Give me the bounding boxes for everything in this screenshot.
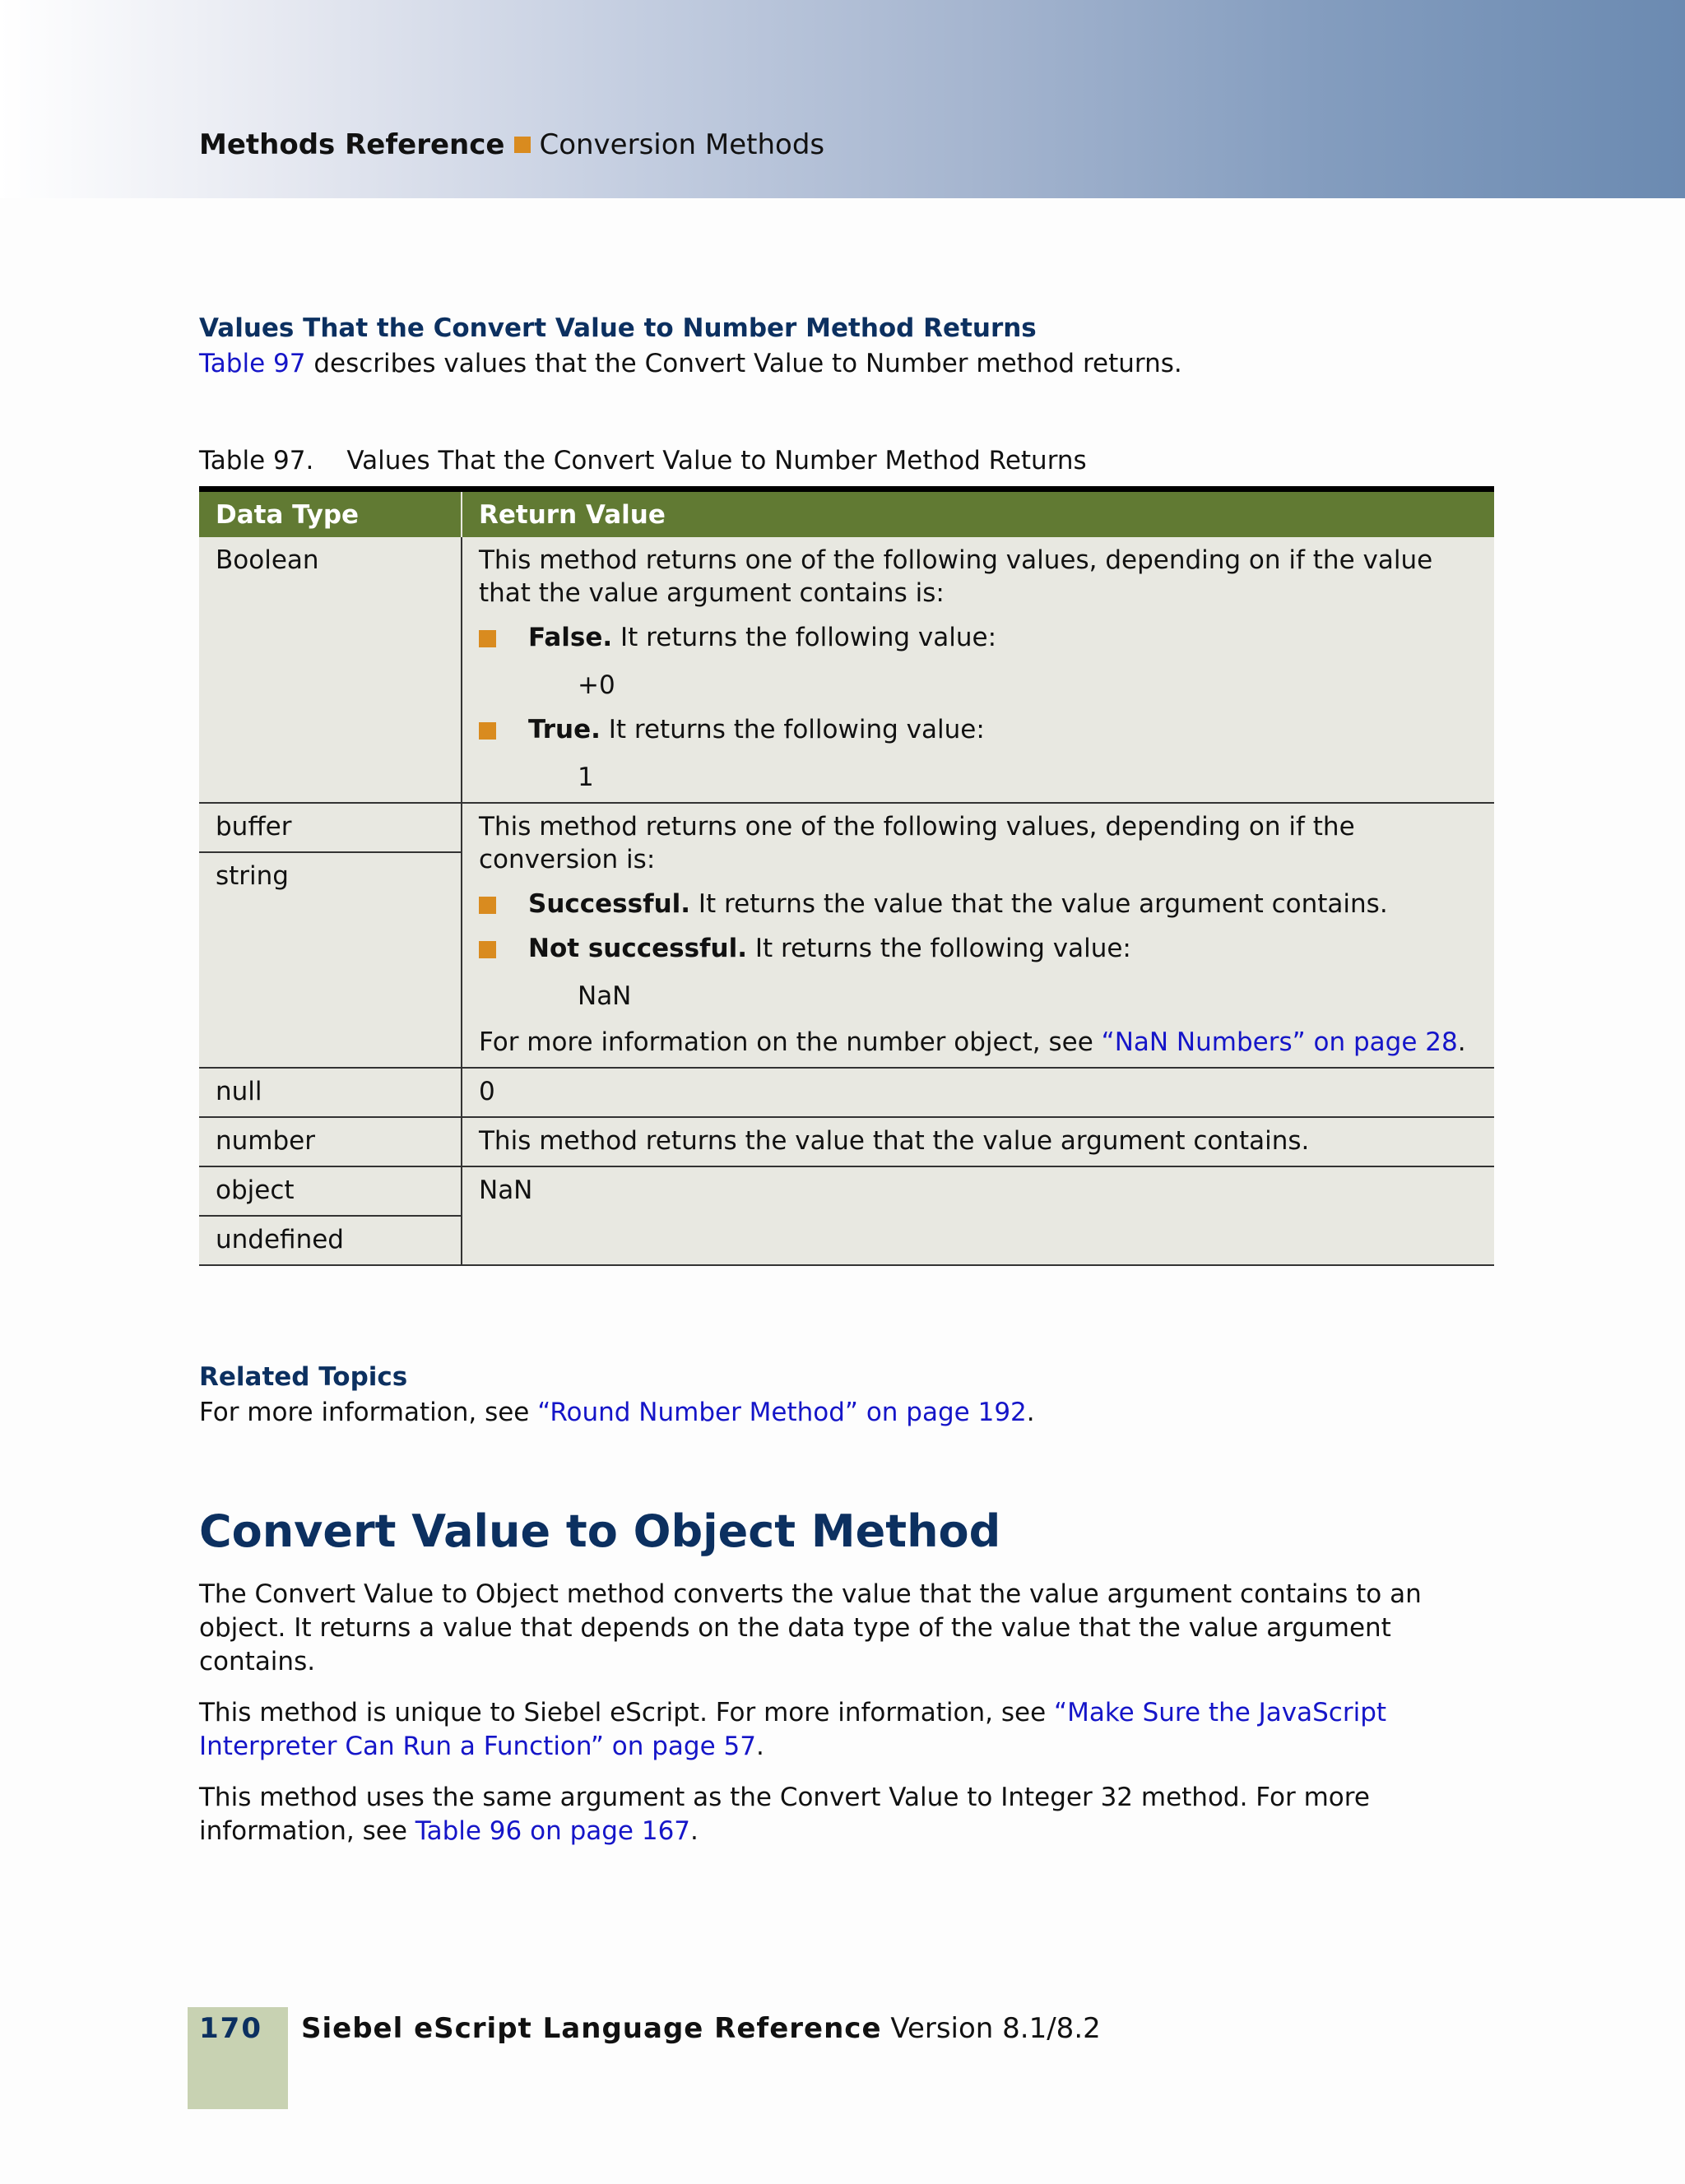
- table-caption: [199, 446, 1087, 475]
- section-title: Convert Value to Object Method: [199, 1505, 1001, 1557]
- header-section: Methods Reference: [199, 128, 505, 161]
- table-row: [199, 803, 1494, 852]
- table-97-link[interactable]: Table 97: [199, 349, 306, 378]
- table-header-row: [199, 489, 1494, 538]
- return-value-code: NaN: [578, 981, 632, 1011]
- list-item: Successful. It returns the value that the value argument contains.: [479, 888, 1478, 920]
- running-header: [199, 128, 824, 161]
- cell-data-type: Boolean: [199, 537, 462, 803]
- values-table: [199, 486, 1494, 1266]
- table-caption-title: Values That the Convert Value to Number Method Returns: [346, 446, 1087, 475]
- table-96-link[interactable]: Table 96 on page 167: [415, 1816, 691, 1846]
- cell-data-type: number: [199, 1117, 462, 1166]
- cell-data-type: string: [199, 852, 462, 1068]
- return-value-code: 1: [578, 763, 594, 792]
- column-header-data-type: Data Type: [199, 489, 462, 538]
- table-row: [199, 1068, 1494, 1117]
- cell-return-value: This method returns the value that the value argument contains.: [462, 1117, 1494, 1166]
- page-number: 170: [199, 2012, 262, 2045]
- table-row: [199, 1166, 1494, 1216]
- cell-return-value: 0: [462, 1068, 1494, 1117]
- column-header-return-value: Return Value: [462, 489, 1494, 538]
- cell-data-type: object: [199, 1166, 462, 1216]
- object-method-paragraph-3: This method uses the same argument as the Convert Value to Integer 32 method. For more information, see Table 96 on page 167.: [199, 1783, 1370, 1846]
- make-sure-interpreter-link[interactable]: “Make Sure the JavaScript Interpreter Can Run a Function” on page 57: [199, 1698, 1387, 1761]
- bullet-square-icon: [479, 722, 496, 740]
- table-caption-label: Table 97.: [199, 446, 314, 475]
- related-topics-heading: Related Topics: [199, 1362, 408, 1392]
- list-item: True. It returns the following value:: [479, 713, 1478, 746]
- cell-data-type: buffer: [199, 803, 462, 852]
- cell-return-value: This method returns one of the following values, depending on if the conversion is: Successful. It returns the value that the value argument contains. Not successful. It returns the following value: NaN For more information on the number object, see “NaN Numbers” on page 28.: [462, 803, 1494, 1068]
- footer-book-title: Siebel eScript Language Reference Version 8.1/8.2: [301, 2012, 1101, 2045]
- cell-return-value: NaN: [462, 1166, 1494, 1265]
- cell-return-value: This method returns one of the following values, depending on if the value that the value argument contains is: False. It returns the following value: +0 True. It returns the following value: 1: [462, 537, 1494, 803]
- return-value-code: +0: [578, 670, 615, 700]
- related-topics-text: For more information, see “Round Number Method” on page 192.: [199, 1398, 1035, 1427]
- object-method-paragraph-2: This method is unique to Siebel eScript. For more information, see “Make Sure the JavaScript Interpreter Can Run a Function” on page 57.: [199, 1698, 1387, 1761]
- bullet-square-icon: [479, 630, 496, 647]
- cell-data-type: undefined: [199, 1216, 462, 1265]
- bullet-square-icon: [479, 941, 496, 958]
- round-number-method-link[interactable]: “Round Number Method” on page 192: [537, 1398, 1027, 1427]
- object-method-paragraph-1: The Convert Value to Object method converts the value that the value argument contains to an object. It returns a value that depends on the data type of the value that the value argument contains.: [199, 1579, 1422, 1676]
- header-subsection: Conversion Methods: [539, 128, 825, 161]
- nan-numbers-link[interactable]: “NaN Numbers” on page 28: [1101, 1027, 1458, 1057]
- header-separator-square-icon: [514, 137, 531, 153]
- values-section-heading: Values That the Convert Value to Number Method Returns: [199, 313, 1037, 343]
- nan-note: For more information on the number object, see “NaN Numbers” on page 28.: [479, 1027, 1466, 1057]
- cell-data-type: null: [199, 1068, 462, 1117]
- list-item: Not successful. It returns the following value:: [479, 932, 1478, 965]
- header-band: [0, 0, 1685, 198]
- table-row: [199, 1117, 1494, 1166]
- values-section-intro: Table 97 describes values that the Convert Value to Number method returns.: [199, 349, 1182, 378]
- table-row: [199, 537, 1494, 803]
- bullet-square-icon: [479, 897, 496, 914]
- list-item: False. It returns the following value:: [479, 621, 1478, 654]
